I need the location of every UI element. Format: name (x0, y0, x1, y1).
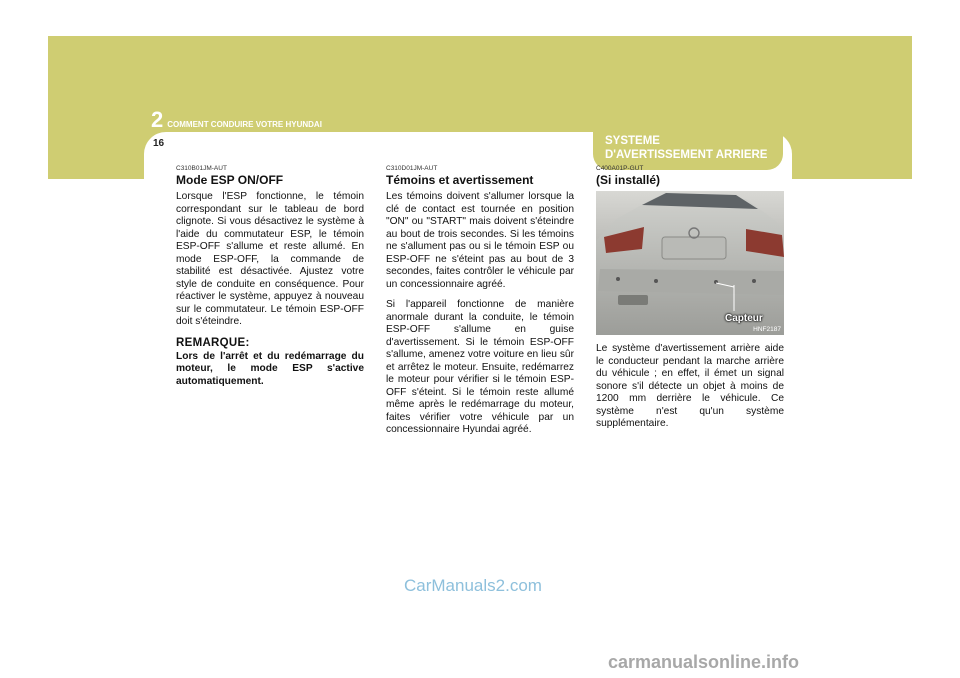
body-paragraph: Le système d'avertissement arrière aide le conducteur pendant la marche arrière du véhicule ; en effet, il émet un signal sonore s'il détecte un objet à moins de 1200 mm derrière le véhicule. Ce système n'est qu'un système supplémentaire. (596, 343, 784, 429)
section-code: C310B01JM-AUT (176, 165, 227, 172)
chapter-number: 2 (151, 107, 164, 132)
section-code: C310D01JM-AUT (386, 165, 438, 172)
section-heading: Mode ESP ON/OFF (176, 173, 284, 187)
column-warning-lights (386, 165, 574, 445)
chapter-title: COMMENT CONDUIRE VOTRE HYUNDAI (167, 120, 322, 129)
watermark-carmanualsonline: carmanualsonline.info (608, 652, 800, 672)
remark-title: REMARQUE: (176, 336, 250, 349)
section-heading: (Si installé) (596, 173, 661, 187)
body-paragraph-2: Si l'appareil fonctionne de manière anormale durant la conduite, le témoin ESP-OFF s'allume en guise d'avertissement. Si le témoin ESP-OFF s'allume, amenez votre voiture en lieu sûr et arrêtez le moteur. Ensuite, redémarrez le moteur pour vérifier si le témoin ESP-OFF s'éteint. Si le témoin reste allumé même après le redémarrage du moteur, faites vérifier votre véhicule par un concessionnaire Hyundai agréé. (386, 299, 574, 435)
page-number: 16 (153, 138, 165, 149)
figure-code: HNF2187 (753, 326, 781, 333)
remark-text: Lors de l'arrêt et du redémarrage du moteur, le mode ESP s'active automatiquement. (176, 350, 364, 387)
section-code: C400A01P-GUT (596, 165, 644, 172)
body-paragraph-1: Les témoins doivent s'allumer lorsque la clé de contact est tournée en position "ON" ou "START" mais doivent s'éteindre au bout de trois secondes. Si les témoins ne s'allument pas ou si le témoin ESP ou ESP-OFF ne s'éteint pas au bout de 3 secondes, faites contrôler le véhicule par un concessionnaire agréé. (386, 191, 574, 290)
body-paragraph: Lorsque l'ESP fonctionne, le témoin correspondant sur le tableau de bord clignote. Si vous désactivez le système à l'aide du commutateur ESP, le témoin ESP-OFF s'allume et reste allumé. En mode ESP-OFF, la commande de stabilité est désactivée. Ajustez votre style de conduite en conséquence. Pour réactiver le système, appuyez à nouveau sur le commutateur. Le témoin ESP-OFF doit s'éteindre. (176, 191, 364, 327)
section-title-line2: D'AVERTISSEMENT ARRIERE (605, 149, 768, 161)
watermark-carmanuals: CarManuals2.com (404, 576, 542, 595)
column-esp-mode (176, 165, 364, 388)
section-title-line1: SYSTEME (605, 135, 660, 147)
section-title (605, 134, 785, 162)
chapter-header (151, 107, 322, 132)
car-rear-figure (596, 191, 784, 335)
section-heading: Témoins et avertissement (386, 173, 534, 187)
figure-label: Capteur (725, 313, 763, 324)
column-rear-warning (596, 165, 784, 439)
